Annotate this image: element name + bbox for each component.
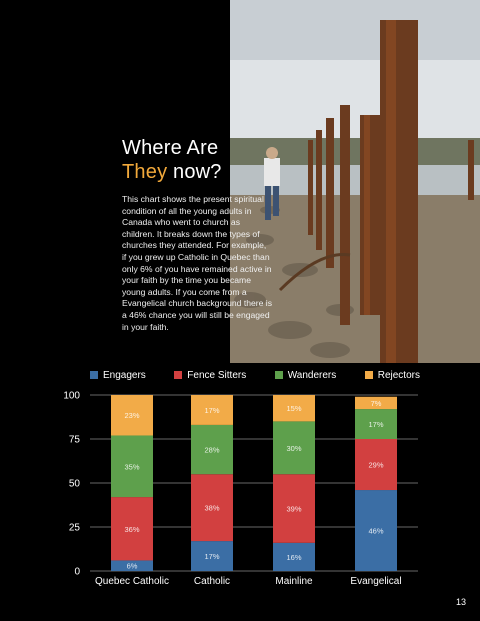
data-label: 36%	[124, 524, 140, 534]
legend-label: Fence Sitters	[187, 369, 247, 381]
data-label: 7%	[370, 398, 382, 408]
legend-label: Rejectors	[377, 369, 420, 381]
legend-item	[365, 370, 420, 381]
data-label: 15%	[286, 404, 302, 414]
legend-item	[90, 370, 146, 381]
legend-label: Wanderers	[287, 369, 337, 381]
legend-swatch	[90, 371, 98, 379]
legend-swatch	[275, 371, 283, 379]
chart-legend	[90, 368, 420, 382]
data-label: 29%	[368, 460, 384, 470]
data-label: 28%	[204, 445, 220, 455]
headline-line2	[122, 160, 222, 184]
legend-item	[275, 370, 337, 381]
data-label: 17%	[368, 420, 384, 430]
headline-rest: now?	[167, 161, 222, 183]
data-label: 30%	[286, 443, 302, 453]
headline-accent-word: They	[122, 161, 168, 183]
legend-item	[174, 370, 246, 381]
page-number: 13	[455, 597, 466, 607]
y-tick-label: 0	[74, 566, 80, 578]
y-tick-label: 100	[63, 390, 80, 402]
stacked-bar-chart	[0, 385, 480, 590]
y-tick-label: 25	[68, 522, 80, 534]
headline-line1: Where Are	[122, 137, 219, 159]
data-label: 23%	[124, 411, 140, 421]
x-category-label: Catholic	[193, 576, 231, 587]
y-tick-label: 50	[68, 478, 80, 490]
legend-swatch	[365, 371, 373, 379]
data-label: 6%	[126, 561, 138, 571]
legend-label: Engagers	[103, 369, 146, 381]
x-category-label: Evangelical	[350, 576, 402, 587]
x-category-label: Quebec Catholic	[95, 576, 169, 587]
y-tick-label: 75	[68, 434, 80, 446]
data-label: 35%	[124, 462, 140, 472]
intro-paragraph: This chart shows the present spiritual condition of all the young adults in Canada who went to church as children. It breaks down the types of churches they attended. For example, if you grew up Catholic in Quebec than only 6% of you have remained active in your faith by the time you became young adults. If you come from a Evangelical church background there is a 46% chance you will still be engaged in your faith.	[122, 194, 273, 332]
data-label: 38%	[204, 503, 220, 513]
x-category-label: Mainline	[275, 576, 313, 587]
data-label: 46%	[368, 526, 384, 536]
data-label: 17%	[204, 405, 220, 415]
legend-swatch	[174, 371, 182, 379]
headline	[122, 136, 222, 184]
data-label: 17%	[204, 552, 220, 562]
data-label: 16%	[286, 552, 302, 562]
data-label: 39%	[286, 504, 302, 514]
